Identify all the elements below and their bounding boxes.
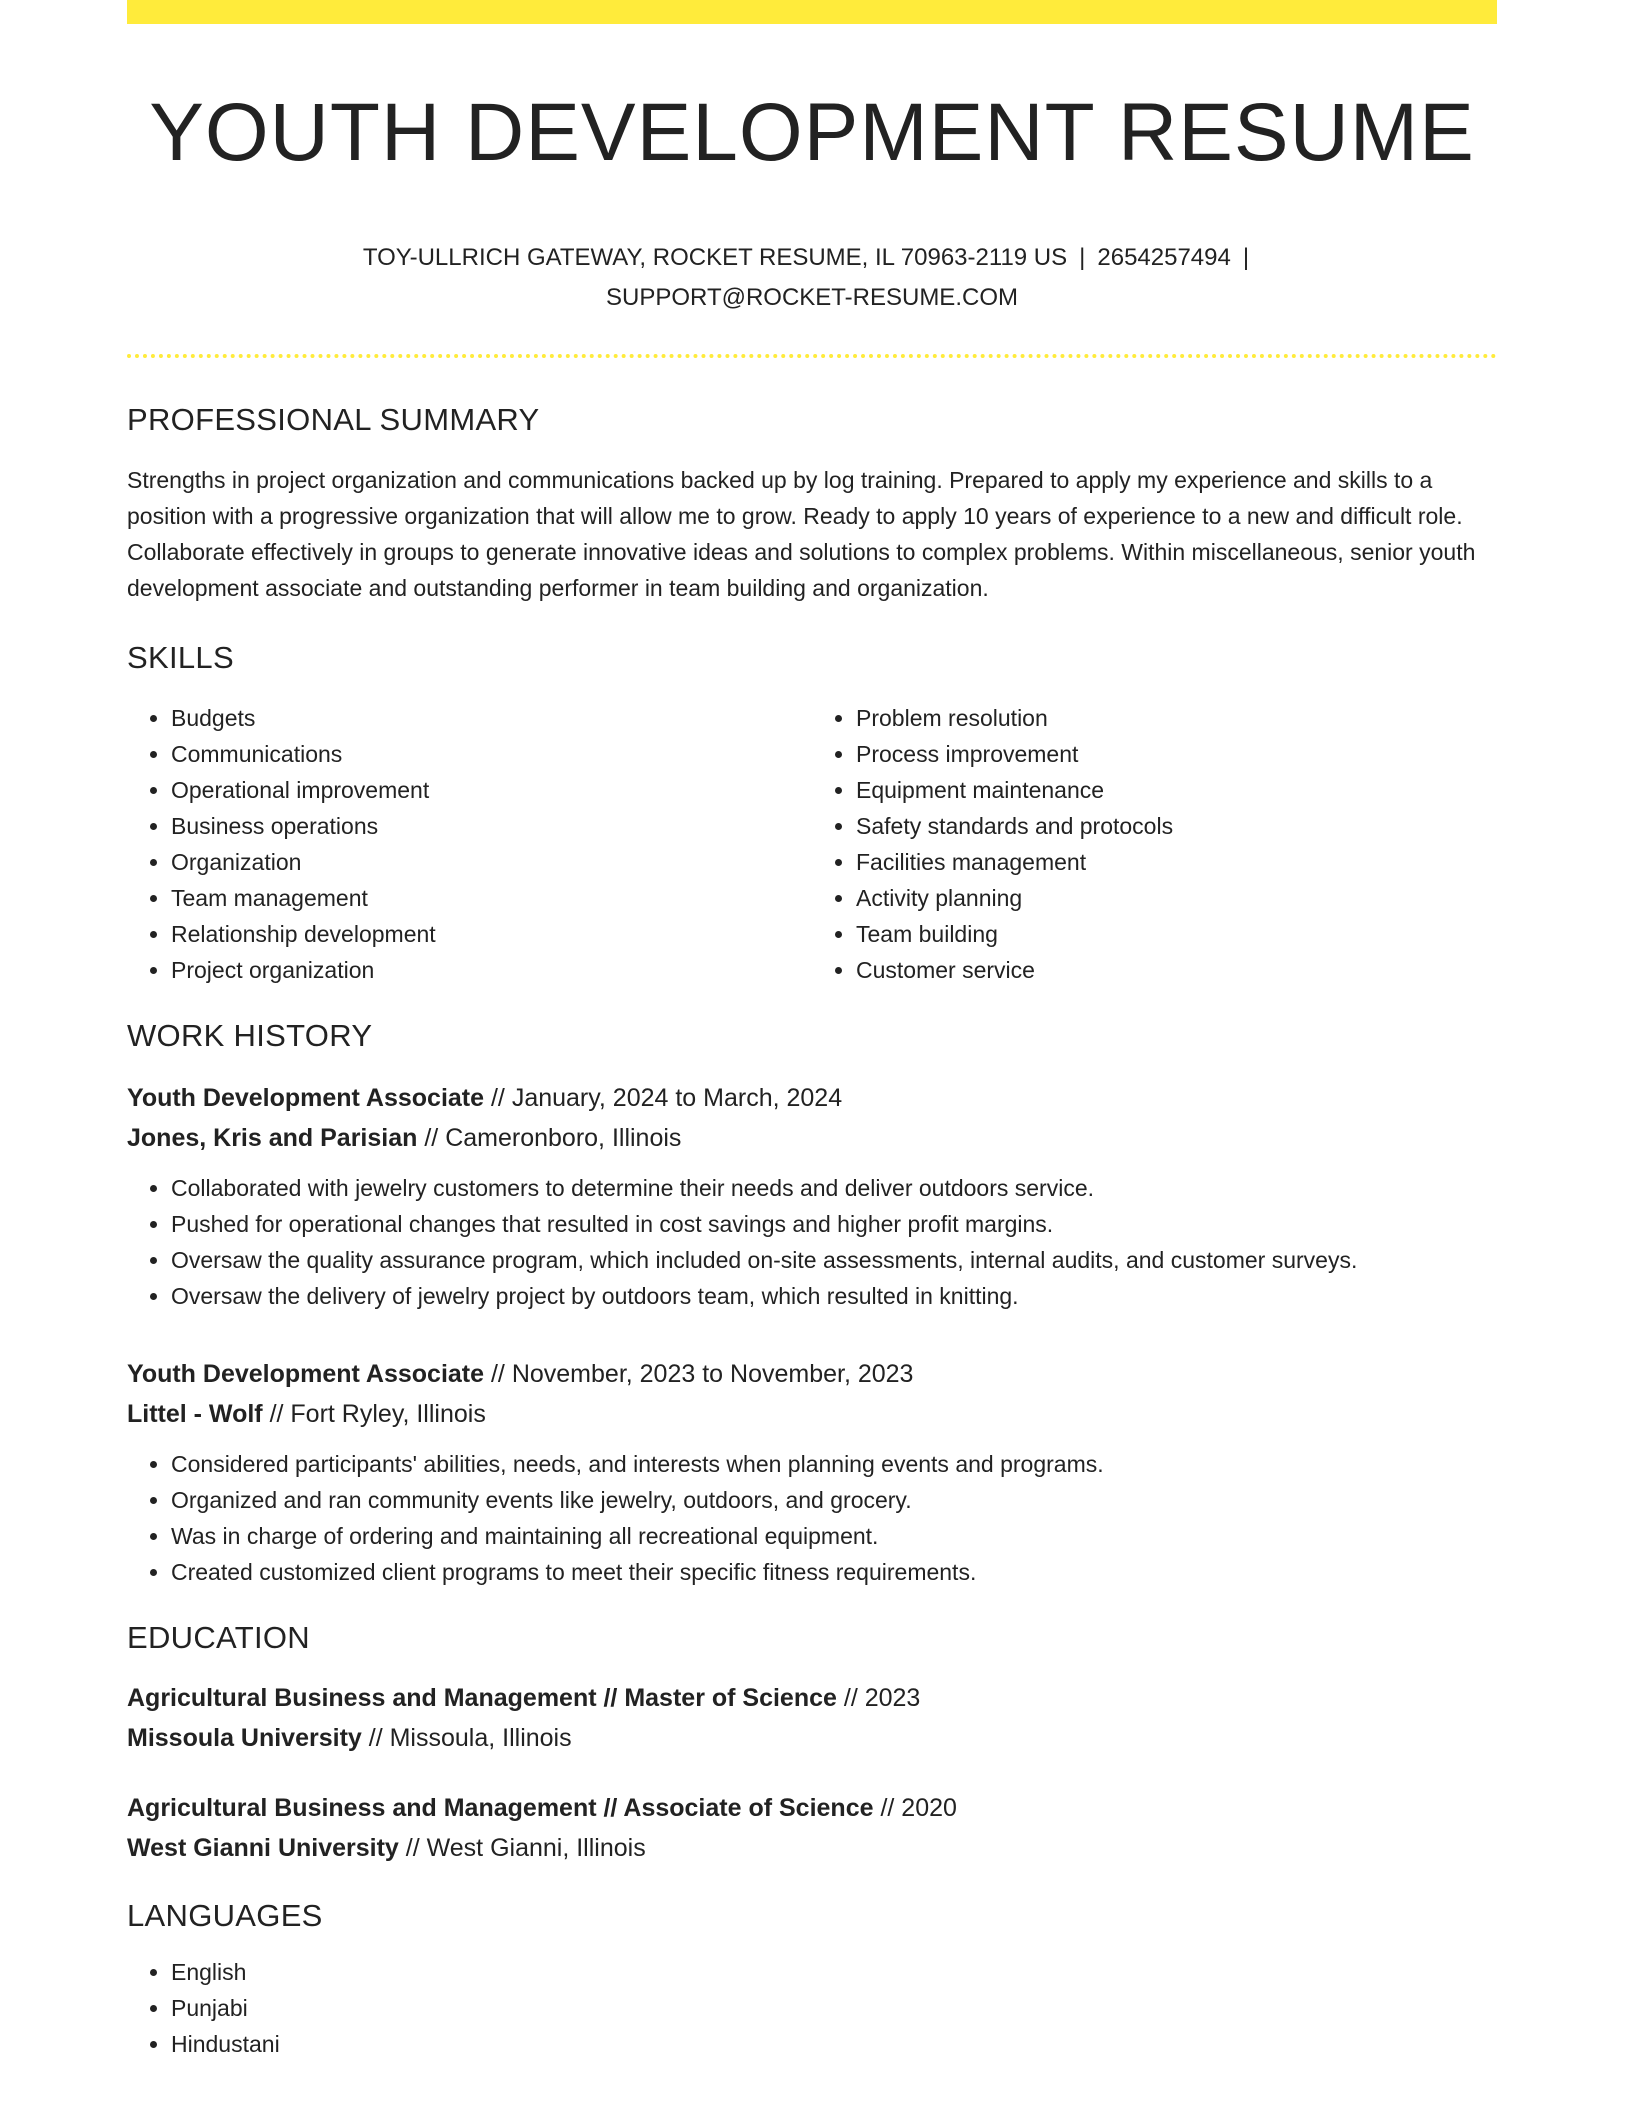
job-bullet: • Was in charge of ordering and maintaining all recreational equipment. [171,1518,1497,1554]
language-item: • Punjabi [171,1990,1497,2026]
job-bullets [127,1170,1497,1314]
section-heading-summary: PROFESSIONAL SUMMARY [127,402,540,438]
contact-email: SUPPORT@ROCKET-RESUME.COM [606,284,1018,312]
section-heading-education: EDUCATION [127,1620,310,1656]
skill-item: • Business operations [171,808,812,844]
education-degree-line [127,1788,1497,1828]
education-location: // Missoula, Illinois [368,1724,572,1753]
skill-item: • Equipment maintenance [856,772,1497,808]
job-bullet: • Collaborated with jewelry customers to determine their needs and deliver outdoors service. [171,1170,1497,1206]
education-degree-line [127,1678,1497,1718]
skill-item: • Relationship development [171,916,812,952]
section-heading-skills: SKILLS [127,640,234,676]
contact-phone: 2654257494 [1097,244,1231,272]
skill-item: • Budgets [171,700,812,736]
contact-address: TOY-ULLRICH GATEWAY, ROCKET RESUME, IL 70963-2119 US [362,244,1068,272]
job-dates: // November, 2023 to November, 2023 [490,1360,914,1389]
skills-list-left [127,700,812,988]
skills-columns [127,700,1497,988]
job-bullets [127,1446,1497,1590]
skill-item: • Communications [171,736,812,772]
skills-section [127,640,1497,988]
education-year: // 2020 [880,1794,957,1823]
language-item: • English [171,1954,1497,1990]
job-entry [127,1354,1497,1590]
job-bullet: • Organized and ran community events like jewelry, outdoors, and grocery. [171,1482,1497,1518]
education-school: Missoula University [127,1724,362,1753]
education-school-line [127,1718,1497,1758]
education-school-line [127,1828,1497,1868]
accent-top-bar [127,0,1497,24]
language-item: • Hindustani [171,2026,1497,2062]
skill-item: • Customer service [856,952,1497,988]
education-section [127,1620,1497,1868]
job-bullet: • Created customized client programs to meet their specific fitness requirements. [171,1554,1497,1590]
skill-item: • Safety standards and protocols [856,808,1497,844]
skill-item: • Team management [171,880,812,916]
summary-text: Strengths in project organization and communications backed up by log training. Prepared to apply my experience and skills to a position with a progressive organization that will allow me to grow. Ready to apply 10 years of experience to a new and difficult role. Collaborate effectively in groups to generate innovative ideas and solutions to complex problems. Within miscellaneous, senior youth development associate and outstanding performer in team building and organization. [127,467,1476,602]
resume-title: YOUTH DEVELOPMENT RESUME [149,87,1475,178]
education-location: // West Gianni, Illinois [405,1834,646,1863]
skill-item: • Problem resolution [856,700,1497,736]
skill-item: • Activity planning [856,880,1497,916]
skill-item: • Team building [856,916,1497,952]
professional-summary-section [127,402,1497,606]
education-school: West Gianni University [127,1834,399,1863]
skill-item: • Process improvement [856,736,1497,772]
resume-page [127,0,1497,2062]
job-location: // Cameronboro, Illinois [424,1124,682,1153]
contact-separator: | [1242,244,1250,272]
skill-item: • Organization [171,844,812,880]
languages-section [127,1898,1497,2062]
job-employer-line [127,1394,1497,1434]
job-title: Youth Development Associate [127,1084,485,1113]
education-entry [127,1678,1497,1758]
work-history-section [127,1018,1497,1590]
skill-item: • Project organization [171,952,812,988]
languages-list [127,1954,1497,2062]
education-entry [127,1788,1497,1868]
education-degree: Agricultural Business and Management // Master of Science [127,1684,837,1713]
job-entry [127,1078,1497,1314]
job-dates: // January, 2024 to March, 2024 [490,1084,843,1113]
dotted-divider [127,354,1497,358]
job-bullet: • Oversaw the delivery of jewelry project by outdoors team, which resulted in knitting. [171,1278,1497,1314]
job-title-line [127,1078,1497,1118]
section-heading-work: WORK HISTORY [127,1018,373,1054]
education-year: // 2023 [843,1684,921,1713]
skill-item: • Operational improvement [171,772,812,808]
contact-info [312,238,1312,318]
skills-list-right [812,700,1497,988]
job-title: Youth Development Associate [127,1360,485,1389]
job-title-line [127,1354,1497,1394]
contact-separator: | [1079,244,1086,272]
job-employer: Littel - Wolf [127,1400,263,1429]
job-employer: Jones, Kris and Parisian [127,1124,418,1153]
job-bullet: • Pushed for operational changes that resulted in cost savings and higher profit margins. [171,1206,1497,1242]
section-heading-languages: LANGUAGES [127,1898,323,1934]
job-bullet: • Oversaw the quality assurance program, which included on-site assessments, internal audits, and customer surveys. [171,1242,1497,1278]
job-bullet: • Considered participants' abilities, needs, and interests when planning events and programs. [171,1446,1497,1482]
education-degree: Agricultural Business and Management // Associate of Science [127,1794,874,1823]
job-employer-line [127,1118,1497,1158]
skill-item: • Facilities management [856,844,1497,880]
job-location: // Fort Ryley, Illinois [269,1400,486,1429]
